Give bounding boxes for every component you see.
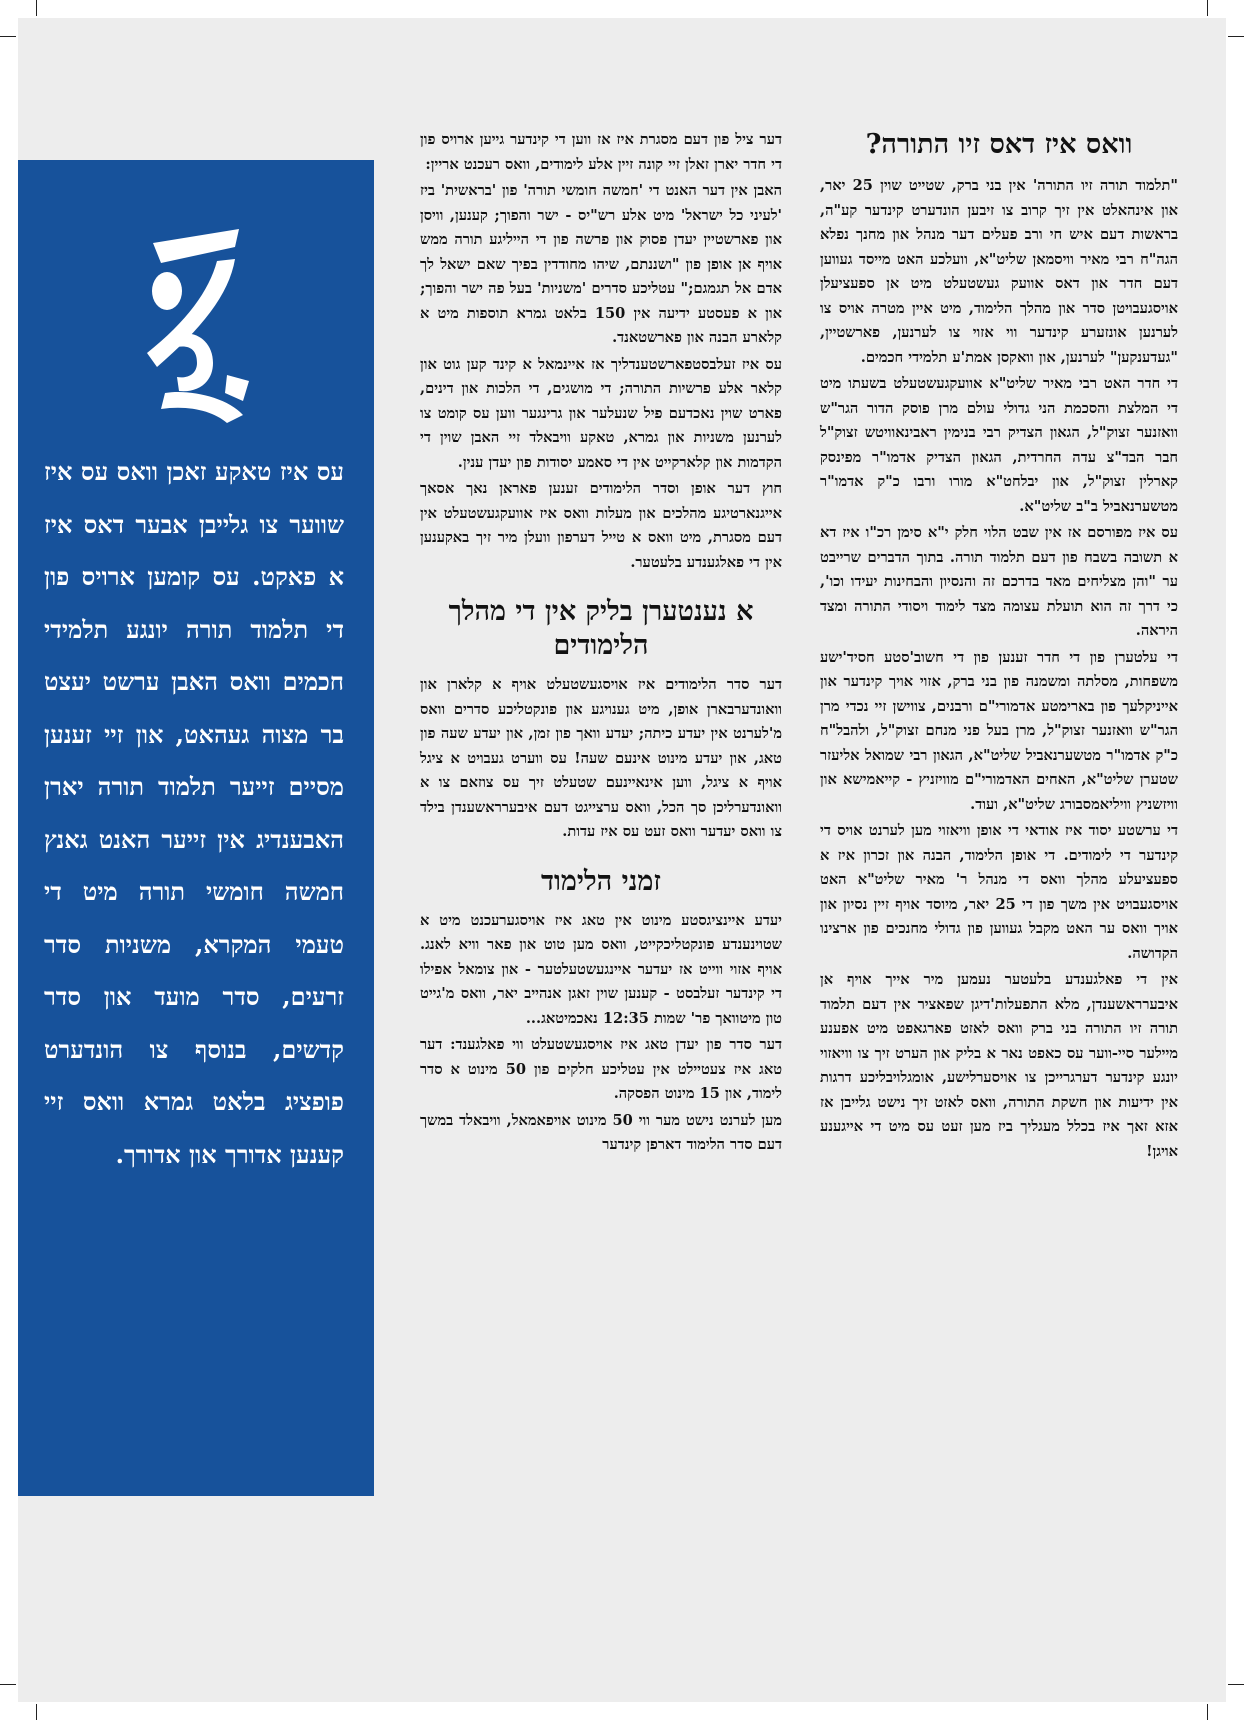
section-heading: זמני הלימוד bbox=[541, 865, 661, 897]
article-right-column bbox=[820, 128, 1178, 1166]
crop-mark bbox=[36, 1704, 37, 1720]
paragraph: חוץ דער אופן וסדר הלימודים זענען פאראן נאך אסאך אייגנארטיגע מהלכים און מעלות וואס איז אוועקגעשטעלט אין דעם מסגרת, מיט וואס א טייל דערפון וועלן מיר זיך באקענען אין די פאלגענדע בלעטער. bbox=[420, 480, 782, 571]
paragraph: די חדר האט רבי מאיר שליט"א אוועקגעשטעלט בשעתו מיט די המלצת והסכמת הני גדולי עולם מרן פוסק הדור הגר"ש וואזנער זצוק"ל, הגאון הצדיק רבי בנימין ראבינאוויטש זצוק"ל חבר הבד"צ עדה החרדית, הגאון הצדיק אדמו"ר מפינסק קארלין זצוק"ל, און יבלחט"א מורו ורבו כ"ק אדמו"ר מטשערנאביל ב"ב שליט"א. bbox=[820, 375, 1178, 515]
paragraph: די ערשטע יסוד איז אודאי די אופן וויאזוי מען לערנט אויס די קינדער די לימודים. די אופן הלימוד, הבנה און זכרון איז א ספעציעלע מהלך וואס די מנהל ר' מאיר שליט"א האט אויסגעבויט אין משך פון די 25 יאר, מיוסד אויף זיין נסיון און אויך וואס ער האט מקבל געווען פון גדולי מחנכים פון ארצינו הקדושה. bbox=[820, 822, 1178, 962]
paragraph: דער סדר פון יעדן טאג איז אויסגעשטעלט ווי פאלגענד: דער טאג איז צעטיילט אין עטליכע חלקים פון 50 מינוט א סדר לימוד, און 15 מינוט הפסקה. bbox=[420, 1036, 783, 1102]
sidebar-panel bbox=[18, 160, 374, 1496]
article-title: וואס איז דאס זיו התורה? bbox=[865, 129, 1133, 160]
paragraph: עס איז זעלבסטפארשטענדליך אז איינמאל א קינד קען גוט און קלאר אלע פרשיות התורה; די מושגים, די הלכות און דינים, פארט שוין נאכדעם פיל שנעלער און גרינגער ווען עס קומט צו לערנען משניות און גמרא, טאקע וויבאלד זיי האבן שוין די הקדמות און קלארקייט אין די סאמע יסודות פון יעדן ענין. bbox=[420, 355, 782, 471]
paragraph: יעדע איינציגסטע מינוט אין טאג איז אויסגערעכנט מיט א שטוינענדע פונקטליכקייט, וואס מען טוט און פאר וויא לאנג. אויף אזוי ווייט אז יעדער איינגעשטעלטער - און צומאל אפילו די קינדער זעלבסט - קענען שוין זאגן אנהייב יאר, וואס מ'גייט טון מיטוואך פר' שמות 12:35 נאכמיטאג... bbox=[420, 911, 782, 1027]
paragraph: אין די פאלגענדע בלעטער נעמען מיר אייך אויף אן איבערראשענדן, מלא התפעלות'דיגן שפאציר אין דעם תלמוד תורה זיו התורה בני ברק וואס לאזט פארגאפט מיט אפענע מיילער סיי-ווער עס כאפט נאר א בליק און הערט זיך צו וויאזוי יונגע קינדער דערגרייכן צו אויסערלישע, אומגלויבליכע דרגות אין ידיעות און חשקת התורה, וואס לאזט זיך נישט גלייבן אז אזא זאך איז בכלל מעגליך ביז מען זעט עס מיט די אייגענע אויגן! bbox=[820, 971, 1178, 1160]
article-middle-column bbox=[420, 128, 782, 1160]
paragraph: עס איז מפורסם אז אין שבט הלוי חלק י"א סימן רכ"ו איז דא א תשובה בשבח פון דעם תלמוד תורה. בתוך הדברים שרייבט ער "והן מצליחים מאד בדרכם זה והנסיון והבחינות יעידו וכו', כי דרך זה הוא תועלת עצומה מצד לימוד ויסודי התורה ומצד היראה. bbox=[820, 524, 1178, 639]
crop-mark bbox=[1228, 1684, 1244, 1685]
paragraph: מען לערנט נישט מער ווי 50 מינוט אויפאמאל, וויבאלד במשך דעם סדר הלימוד דארפן קינדער bbox=[420, 1111, 782, 1153]
crop-mark bbox=[36, 0, 37, 16]
stylized-hebrew-letters-logo-icon bbox=[131, 225, 261, 425]
crop-mark bbox=[1207, 0, 1208, 16]
paragraph: די עלטערן פון די חדר זענען פון די חשוב'סטע חסיד'ישע משפחות, מסלתה ומשמנה פון בני ברק, אזוי אויך קינדער און אייניקלעך פון בארימטע אדמורי"ם ורבנים, צווישן זיי נכדי מרן הגר"ש וואזנער זצוק"ל, מרן בעל פני מנחם זצוק"ל, ולהבל"ח כ"ק אדמו"ר מטשערנאביל שליט"א, הגאון רבי שמואל אליעזר שטערן שליט"א, האחים האדמורי"ם מוויזניץ - קייאמישא און וויזשניץ וויליאמסבורג שליט"א, ועוד. bbox=[820, 648, 1178, 813]
crop-mark bbox=[0, 36, 16, 37]
section-heading: א נענטערן בליק אין די מהלך הלימודים bbox=[448, 596, 754, 661]
paragraph: דער ציל פון דעם מסגרת איז אז ווען די קינדער גייען ארויס פון די חדר יארן זאלן זיי קונה זיין אלע לימודים, וואס רעכנט אריין: bbox=[420, 131, 782, 173]
crop-mark bbox=[0, 1684, 16, 1685]
crop-mark bbox=[1207, 1704, 1208, 1720]
pull-quote: עס איז טאקע זאכן וואס עס איז שווער צו גלייבן אבער דאס איז א פאקט. עס קומען ארויס פון די תלמוד תורה יונגע תלמידי חכמים וואס האבן ערשט יעצט בר מצוה געהאט, און זיי זענען מסיים זייער תלמוד תורה יארן האבענדיג אין זייער האנט גאנץ חמשה חומשי תורה מיט די טעמי המקרא, משניות סדר זרעים, סדר מועד און סדר קדשים, בנוסף צו הונדערט פופציג בלאט גמרא וואס זיי קענען אדורך און אדורך. bbox=[44, 457, 344, 1169]
paragraph: דער סדר הלימודים איז אויסגעשטעלט אויף א קלארן און וואונדערבארן אופן, מיט גענויגע און פונקטליכע סדרים וואס מ'לערנט אין יעדע כיתה; יעדע וואך פון זמן, און יעדע שעה פון טאג, און יעדע מינוט אינעם שעה! עס ווערט געבויט א ציגל אויף א ציגל, ווען אינאיינעם שטעלט זיך עס צוזאם צו א וואונדערליכן סך הכל, וואס ערצייגט דעם איבערראשענדן בילד צו וואס יעדער וואס זעט עס איז עדות. bbox=[420, 676, 782, 840]
paragraph: "תלמוד תורה זיו התורה' אין בני ברק, שטייט שוין 25 יאר, און אינהאלט אין זיך קרוב צו זיבען הונדערט קינדער קע"ה, בראשות דעם איש חי ורב פעלים דער מנהל און מחנך נפלא הגה"ח רבי מאיר וויסמאן שליט"א, וועלכע האט מייסד געווען דעם חדר און דאס אוועק געשטעלט מיט אן ספעציעלן אויסגעבויטן סדר און מהלך הלימוד, מיט איין מטרה אויס צו לערנען אונזערע קינדער ווי אזוי צו לערנען, פארשטיין, "געדענקען" לערנען, און וואקסן אמת'ע תלמידי חכמים. bbox=[820, 177, 1178, 366]
crop-mark bbox=[1228, 36, 1244, 37]
paragraph: האבן אין דער האנט די 'חמשה חומשי תורה' פון 'בראשית' ביז 'לעיני כל ישראל' מיט אלע רש"יס - ישר והפוך; קענען, וויסן און פארשטיין יעדן פסוק און פרשה פון די הייליגע תורה ממש אויף אן אופן פון "ושננתם, שיהו מחודדין בפיך שאם ישאל לך אדם אל תגמגם;" עטליכע סדרים 'משניות' בעל פה ישר והפוך; און א פעסטע ידיעה אין 150 בלאט גמרא תוספות מיט א קלארע הבנה און פארשטאנד. bbox=[420, 182, 782, 346]
